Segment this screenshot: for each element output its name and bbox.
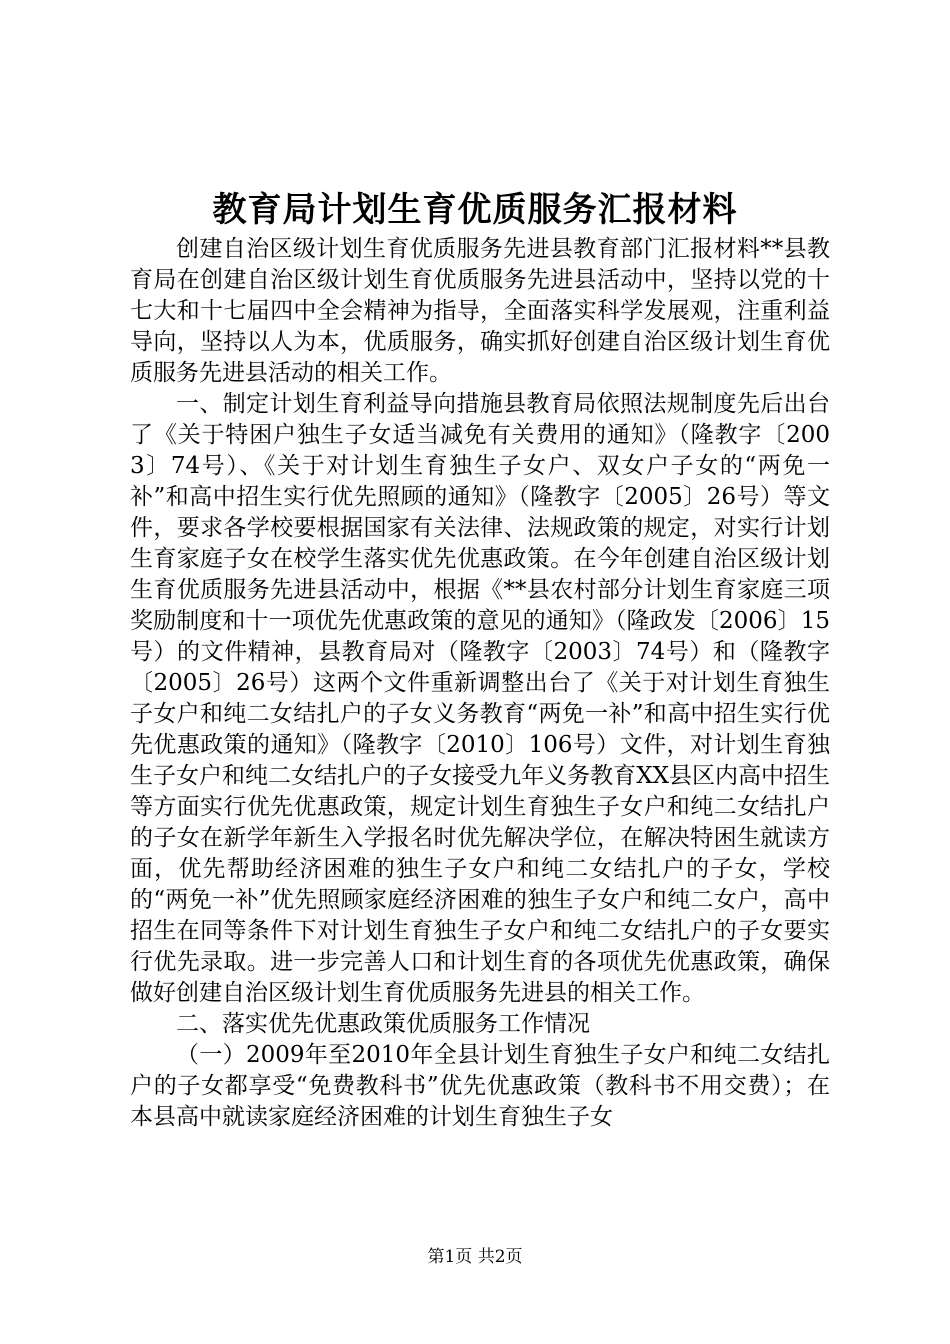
- document-title: 教育局计划生育优质服务汇报材料: [212, 190, 738, 230]
- page-footer: 第1页 共2页: [427, 1247, 523, 1267]
- paragraph-section-one: 一、制定计划生育利益导向措施县教育局依照法规制度先后出台了《关于特困户独生子女适当减免有关费用的通知》（隆教字〔2003〕74号）、《关于对计划生育独生子女户、双女户子女的“两免一补”和高中招生实行优先照顾的通知》（隆教字〔2005〕26号）等文件，要求各学校要根据国家有关法律、法规政策的规定，对实行计划生育家庭子女在校学生落实优先优惠政策。在今年创建自治区级计划生育优质服务先进县活动中，根据《**县农村部分计划生育家庭三项奖励制度和十一项优先优惠政策的意见的通知》（隆政发〔2006〕15号）的文件精神，县教育局对（隆教字〔2003〕74号）和（隆教字〔2005〕26号）这两个文件重新调整出台了《关于对计划生育独生子女户和纯二女结扎户的子女义务教育“两免一补”和高中招生实行优先优惠政策的通知》（隆教字〔2010〕106号）文件，对计划生育独生子女户和纯二女结扎户的子女接受九年义务教育XX县区内高中招生等方面实行优先优惠政策，规定计划生育独生子女户和纯二女结扎户的子女在新学年新生入学报名时优先解决学位，在解决特困生就读方面，优先帮助经济困难的独生子女户和纯二女结扎户的子女，学校的“两免一补”优先照顾家庭经济困难的独生子女户和纯二女户，高中招生在同等条件下对计划生育独生子女户和纯二女结扎户的子女要实行优先录取。进一步完善人口和计划生育的各项优先优惠政策，确保做好创建自治区级计划生育优质服务先进县的相关工作。: [130, 391, 830, 1006]
- paragraph-intro: 创建自治区级计划生育优质服务先进县教育部门汇报材料**县教育局在创建自治区级计划生育优质服务先进县活动中，坚持以党的十七大和十七届四中全会精神为指导，全面落实科学发展观，注重利益导向，坚持以人为本，优质服务，确实抓好创建自治区级计划生育优质服务先进县活动的相关工作。: [130, 236, 830, 386]
- paragraph-section-two-heading: 二、落实优先优惠政策优质服务工作情况: [176, 1011, 590, 1037]
- document-body: [130, 234, 830, 1133]
- paragraph-section-two-item-one: （一）2009年至2010年全县计划生育独生子女户和纯二女结扎户的子女都享受“免费教科书”优先优惠政策（教科书不用交费）；在本县高中就读家庭经济困难的计划生育独生子女: [130, 1042, 830, 1130]
